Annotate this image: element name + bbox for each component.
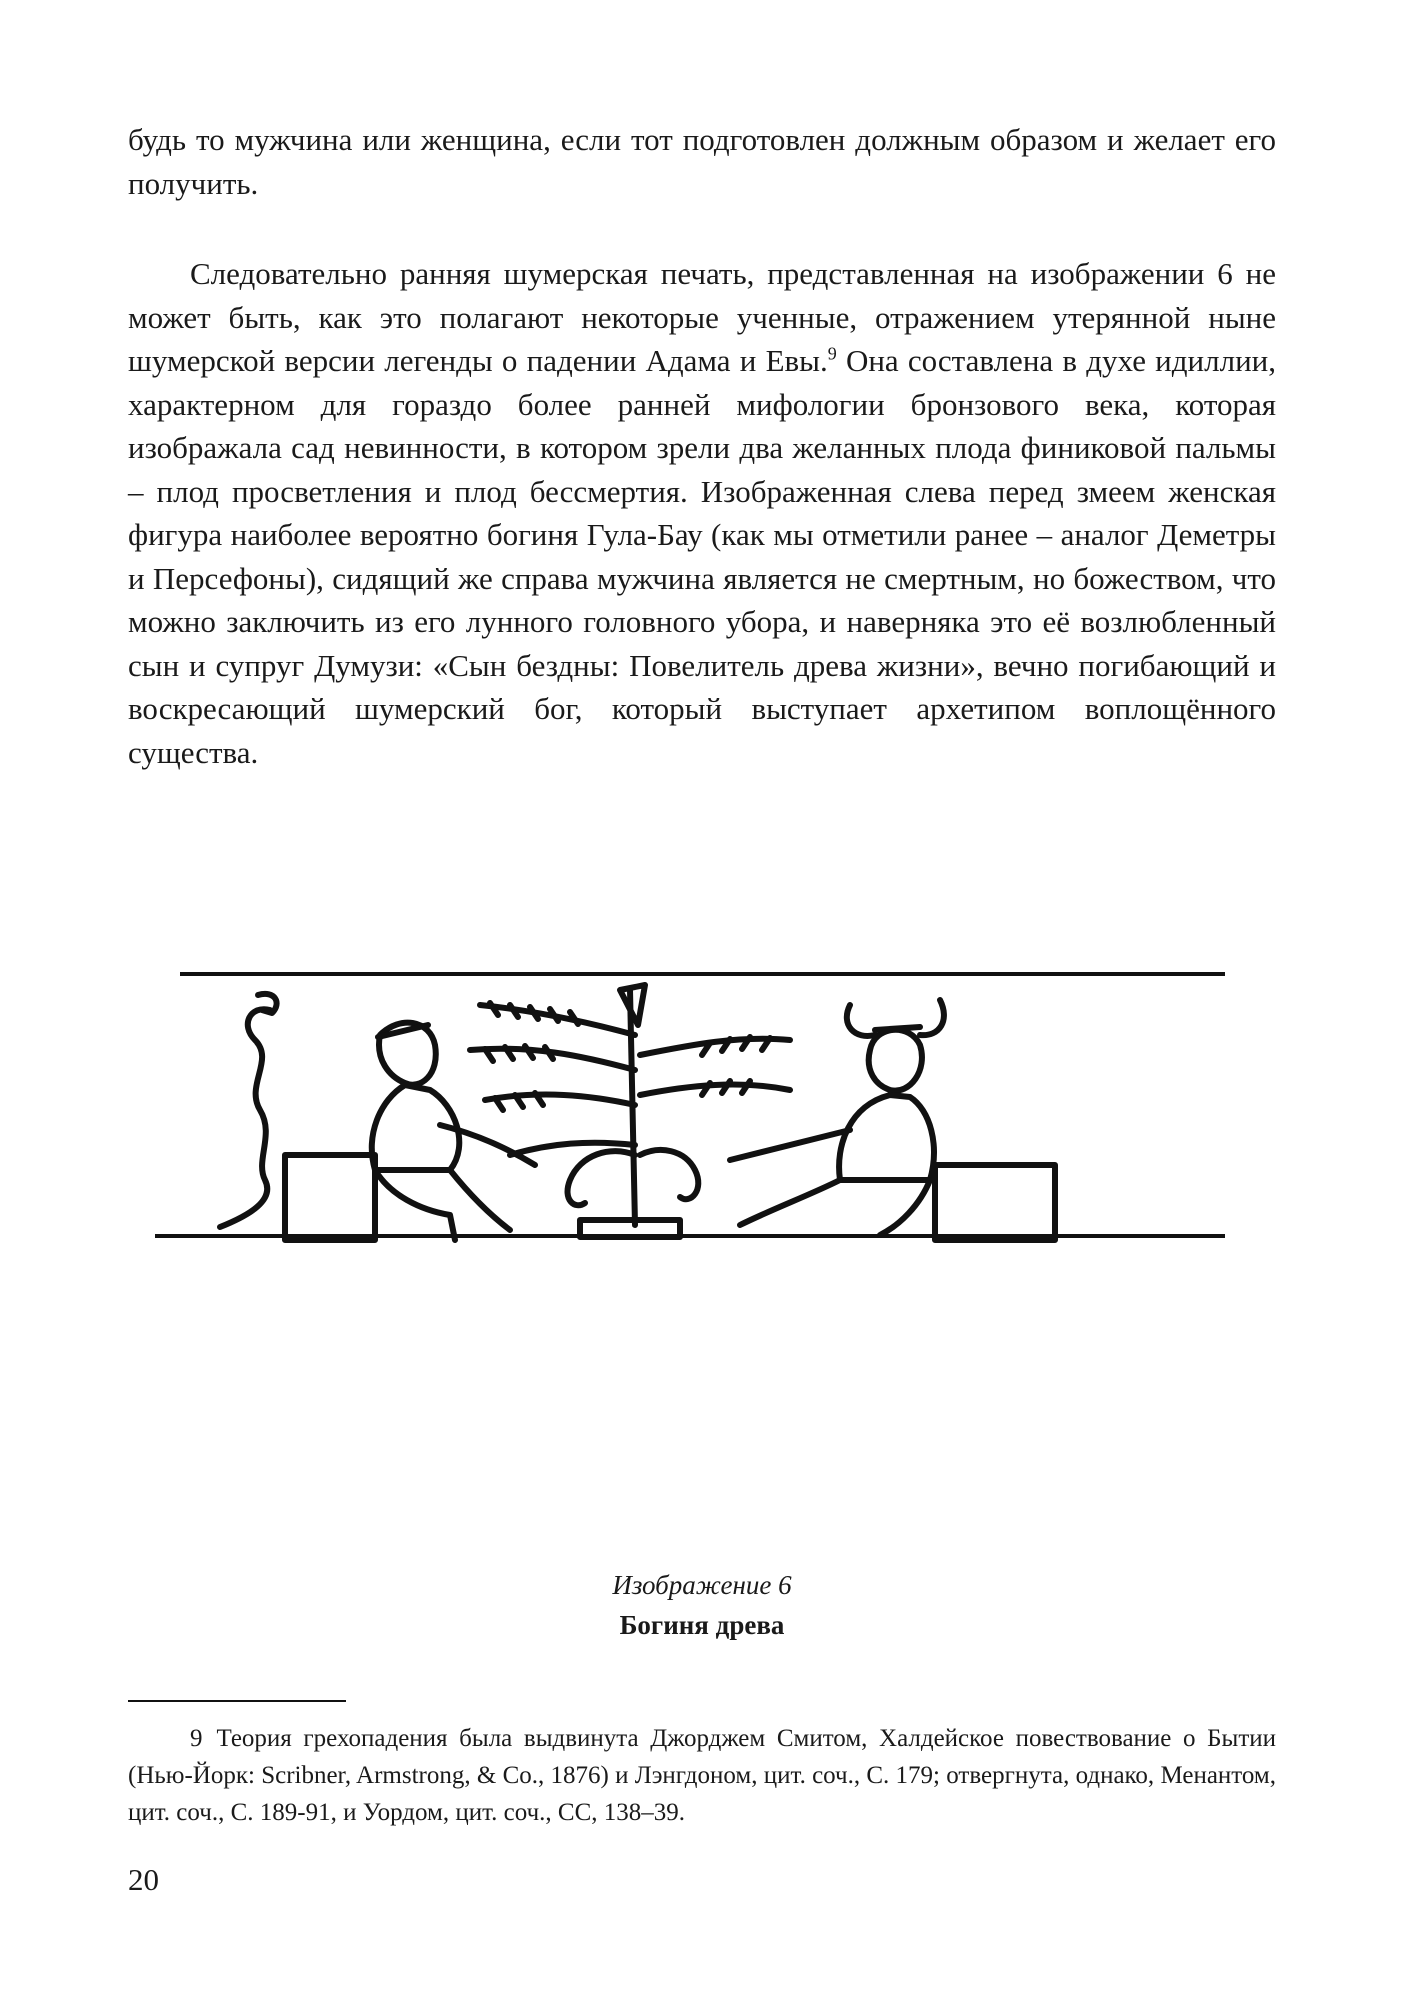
tree-fruit-right — [640, 1150, 698, 1199]
left-stool — [285, 1155, 375, 1240]
figure-caption-label: Изображение 6 — [612, 1570, 792, 1600]
footnote-text: Теория грехопадения была выдвинута Джорджем Смитом, Халдейское повествование о Бытии (Нью-Йорк: Scribner, Armstrong, & Co., 1876) и Лэнгдоном, цит. соч., С. 179; отвергнута, однако, Менантом, цит. соч., С. 189-91, и Уордом, цит. соч., СС, 138–39. — [128, 1725, 1276, 1826]
footnote — [128, 1720, 1276, 1831]
paragraph-2-start: Следовательно ранняя шумерская печать, представленная на изображении 6 не может быть, как это полагают некоторые ученные, отражением утерянной ныне шумерской версии легенды о падении Адама и Евы. — [128, 256, 1276, 378]
paragraph-1-text: будь то мужчина или женщина, если тот подготовлен должным образом и желает его получить. — [128, 122, 1276, 201]
paragraph-2-continued: Она составлена в духе идиллии, характерном для гораздо более ранней мифологии бронзового века, которая изображала сад невинности, в котором зрели два желанных плода финиковой пальмы – плод просветления и плод бессмертия. Изображенная слева перед змеем женская фигура наиболее вероятно богиня Гула-Бау (как мы отметили ранее – аналог Деметры и Персефоны), сидящий же справа мужчина является не смертным, но божеством, что можно заключить из его лунного головного убора, и наверняка это её возлюбленный сын и супруг Думузи: «Сын бездны: Повелитель древа жизни», вечно погибающий и воскресающий шумерский бог, который выступает архетипом воплощённого существа. — [128, 343, 1276, 770]
figure-caption-title: Богиня древа — [619, 1610, 785, 1640]
right-figure-head — [869, 1030, 922, 1091]
seal-illustration — [150, 965, 1230, 1255]
footnote-number: 9 — [190, 1725, 203, 1752]
page-number: 20 — [128, 1862, 159, 1897]
paragraph-2 — [128, 252, 1276, 774]
paragraph-1 — [128, 118, 1276, 205]
tree-fruit-left — [568, 1151, 635, 1205]
right-stool — [935, 1165, 1055, 1240]
footnote-reference[interactable]: 9 — [827, 343, 837, 364]
seal-drawing — [150, 965, 1230, 1255]
snake-shape — [220, 1009, 270, 1227]
right-figure-body — [839, 1095, 934, 1180]
footnote-separator — [128, 1700, 346, 1702]
paragraph-2-text — [128, 252, 1276, 774]
